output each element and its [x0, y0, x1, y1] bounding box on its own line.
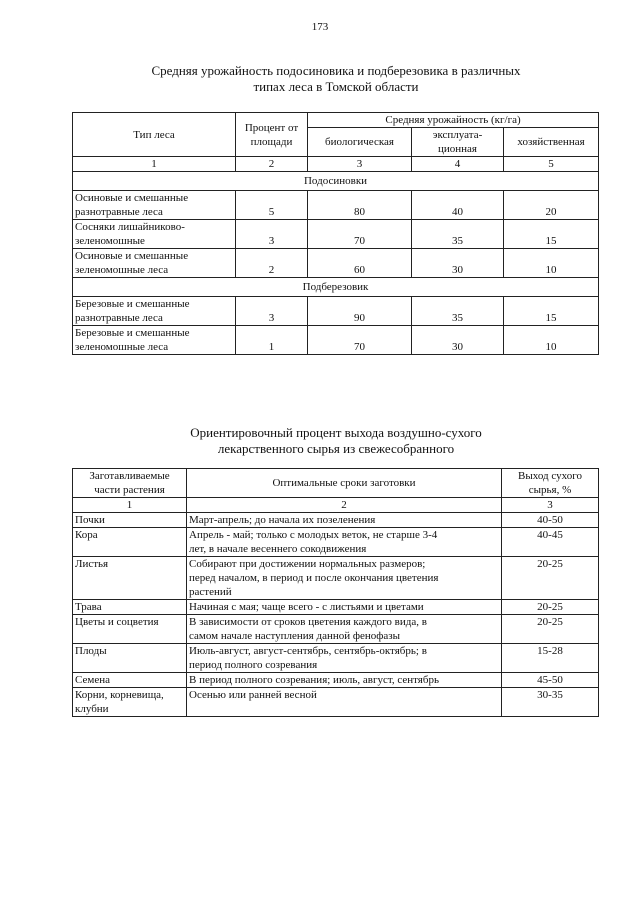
plant-parts-header-line2: части растения: [94, 484, 165, 496]
plant-part-cell: [73, 615, 187, 644]
exploitation-header: [412, 128, 504, 157]
area-percent-cell: 1: [236, 326, 308, 355]
dry-output-cell: 40-50: [502, 513, 599, 528]
forest-type-line: зеленомошные леса: [75, 264, 169, 276]
exploitation-header-line2: ционная: [438, 143, 477, 155]
drying-table: [72, 468, 599, 717]
dry-output-cell: 15-28: [502, 644, 599, 673]
dry-output-header-line1: Выход сухого: [518, 470, 582, 482]
biological-yield-cell: 90: [308, 297, 412, 326]
forest-type-line: зеленомошные: [75, 235, 145, 247]
plant-part-cell: [73, 644, 187, 673]
area-percent-header: [236, 113, 308, 157]
area-percent-cell: 2: [236, 249, 308, 278]
section-header: Подосиновки: [73, 172, 599, 191]
economic-header: хозяйственная: [504, 128, 599, 157]
column-number: 4: [412, 157, 504, 172]
table-row: [73, 249, 599, 278]
dry-output-cell: 30-35: [502, 688, 599, 717]
harvest-term-cell: [187, 688, 502, 717]
column-number: 2: [236, 157, 308, 172]
table-row: [73, 191, 599, 220]
forest-type-line: зеленомошные леса: [75, 341, 169, 353]
harvest-term-cell: [187, 528, 502, 557]
dry-output-cell: 20-25: [502, 615, 599, 644]
harvest-term-line: перед началом, в период и после окончания цветения: [189, 572, 439, 584]
plant-part-cell: [73, 528, 187, 557]
plant-part-line: Плоды: [75, 645, 107, 657]
economic-yield-cell: 10: [504, 326, 599, 355]
plant-parts-header-line1: Заготавливаемые: [89, 470, 170, 482]
drying-table-title-line1: Ориентировочный процент выхода воздушно-сухого: [190, 425, 482, 440]
table-row: [73, 326, 599, 355]
biological-header: биологическая: [308, 128, 412, 157]
plant-part-line: Трава: [75, 601, 102, 613]
yield-table-title-line1: Средняя урожайность подосиновика и подберезовика в различных: [151, 63, 521, 78]
column-number: 3: [308, 157, 412, 172]
column-number: 1: [73, 157, 236, 172]
harvest-term-cell: [187, 513, 502, 528]
economic-yield-cell: 15: [504, 297, 599, 326]
exploitation-yield-cell: 35: [412, 297, 504, 326]
economic-yield-cell: 10: [504, 249, 599, 278]
harvest-term-line: Осенью или ранней весной: [189, 689, 317, 701]
forest-type-line: Осиновые и смешанные: [75, 192, 189, 204]
economic-yield-cell: 20: [504, 191, 599, 220]
plant-part-line: Корни, корневища,: [75, 689, 164, 701]
harvest-term-line: лет, в начале весеннего сокодвижения: [189, 543, 367, 555]
forest-type-cell: [73, 326, 236, 355]
harvest-term-line: В зависимости от сроков цветения каждого вида, в: [189, 616, 427, 628]
table-row: [73, 528, 599, 557]
column-number-row: [73, 157, 599, 172]
plant-part-cell: [73, 688, 187, 717]
dry-output-header: [502, 469, 599, 498]
page-number: 173: [311, 21, 329, 33]
column-number: 1: [73, 498, 187, 513]
plant-part-line: клубни: [75, 703, 109, 715]
area-percent-cell: 5: [236, 191, 308, 220]
harvest-term-cell: [187, 644, 502, 673]
biological-yield-cell: 70: [308, 326, 412, 355]
plant-part-line: Кора: [75, 529, 98, 541]
table-row: [73, 688, 599, 717]
plant-part-line: Почки: [75, 514, 105, 526]
area-percent-header-line2: площади: [250, 135, 293, 148]
drying-table-body: [73, 513, 599, 717]
drying-table-title-line2: лекарственного сырья из свежесобранного: [217, 441, 455, 456]
harvest-term-cell: [187, 600, 502, 615]
harvest-term-line: растений: [189, 586, 232, 598]
plant-part-cell: [73, 513, 187, 528]
biological-yield-cell: 60: [308, 249, 412, 278]
biological-yield-cell: 70: [308, 220, 412, 249]
harvest-term-line: В период полного созревания; июль, август, сентябрь: [189, 674, 439, 686]
table-row: [73, 297, 599, 326]
harvest-term-cell: [187, 673, 502, 688]
harvest-terms-header: Оптимальные сроки заготовки: [187, 469, 502, 498]
table-row: [73, 600, 599, 615]
exploitation-yield-cell: 35: [412, 220, 504, 249]
area-percent-cell: 3: [236, 220, 308, 249]
forest-type-cell: [73, 249, 236, 278]
exploitation-yield-cell: 40: [412, 191, 504, 220]
column-number-row: [73, 498, 599, 513]
table-row: [73, 557, 599, 600]
dry-output-cell: 40-45: [502, 528, 599, 557]
yield-table: [72, 112, 599, 355]
biological-yield-cell: 80: [308, 191, 412, 220]
plant-parts-header: [73, 469, 187, 498]
plant-part-line: Семена: [75, 674, 110, 686]
harvest-term-line: Апрель - май; только с молодых веток, не старше 3-4: [189, 529, 438, 541]
plant-part-line: Листья: [75, 558, 109, 570]
dry-output-header-line2: сырья, %: [528, 484, 572, 496]
table-row: [73, 513, 599, 528]
drying-table-title: [0, 425, 640, 457]
column-number: 2: [187, 498, 502, 513]
exploitation-yield-cell: 30: [412, 249, 504, 278]
forest-type-line: Сосняки лишайниково-: [75, 221, 185, 233]
table-row: [73, 644, 599, 673]
forest-type-line: Березовые и смешанные: [75, 327, 190, 339]
dry-output-cell: 45-50: [502, 673, 599, 688]
economic-yield-cell: 15: [504, 220, 599, 249]
plant-part-cell: [73, 557, 187, 600]
harvest-term-line: период полного созревания: [189, 659, 318, 671]
forest-type-line: разнотравные леса: [75, 312, 163, 324]
forest-type-line: Осиновые и смешанные: [75, 250, 189, 262]
harvest-term-line: Июль-август, август-сентябрь, сентябрь-октябрь; в: [189, 645, 427, 657]
exploitation-yield-cell: 30: [412, 326, 504, 355]
area-percent-header-line1: Процент от: [244, 121, 299, 134]
forest-type-header: Тип леса: [73, 113, 236, 157]
plant-part-cell: [73, 600, 187, 615]
table-row: [73, 220, 599, 249]
dry-output-cell: 20-25: [502, 557, 599, 600]
harvest-term-line: Начиная с мая; чаще всего - с листьями и цветами: [189, 601, 424, 613]
harvest-term-cell: [187, 615, 502, 644]
column-number: 5: [504, 157, 599, 172]
table-row: [73, 615, 599, 644]
harvest-term-cell: [187, 557, 502, 600]
plant-part-line: Цветы и соцветия: [75, 616, 159, 628]
harvest-term-line: Собирают при достижении нормальных размеров;: [189, 558, 426, 570]
column-number: 3: [502, 498, 599, 513]
forest-type-cell: [73, 220, 236, 249]
dry-output-cell: 20-25: [502, 600, 599, 615]
avg-yield-header: Средняя урожайность (кг/га): [308, 113, 599, 128]
harvest-term-line: Март-апрель; до начала их позеленения: [189, 514, 376, 526]
yield-table-title: [0, 63, 640, 95]
plant-part-cell: [73, 673, 187, 688]
forest-type-line: разнотравные леса: [75, 206, 163, 218]
table-row: [73, 673, 599, 688]
forest-type-cell: [73, 297, 236, 326]
section-header: Подберезовик: [73, 278, 599, 297]
forest-type-cell: [73, 191, 236, 220]
forest-type-line: Березовые и смешанные: [75, 298, 190, 310]
yield-table-title-line2: типах леса в Томской области: [253, 79, 419, 94]
harvest-term-line: самом начале наступления данной фенофазы: [189, 630, 401, 642]
area-percent-cell: 3: [236, 297, 308, 326]
exploitation-header-line1: эксплуата-: [432, 129, 483, 141]
